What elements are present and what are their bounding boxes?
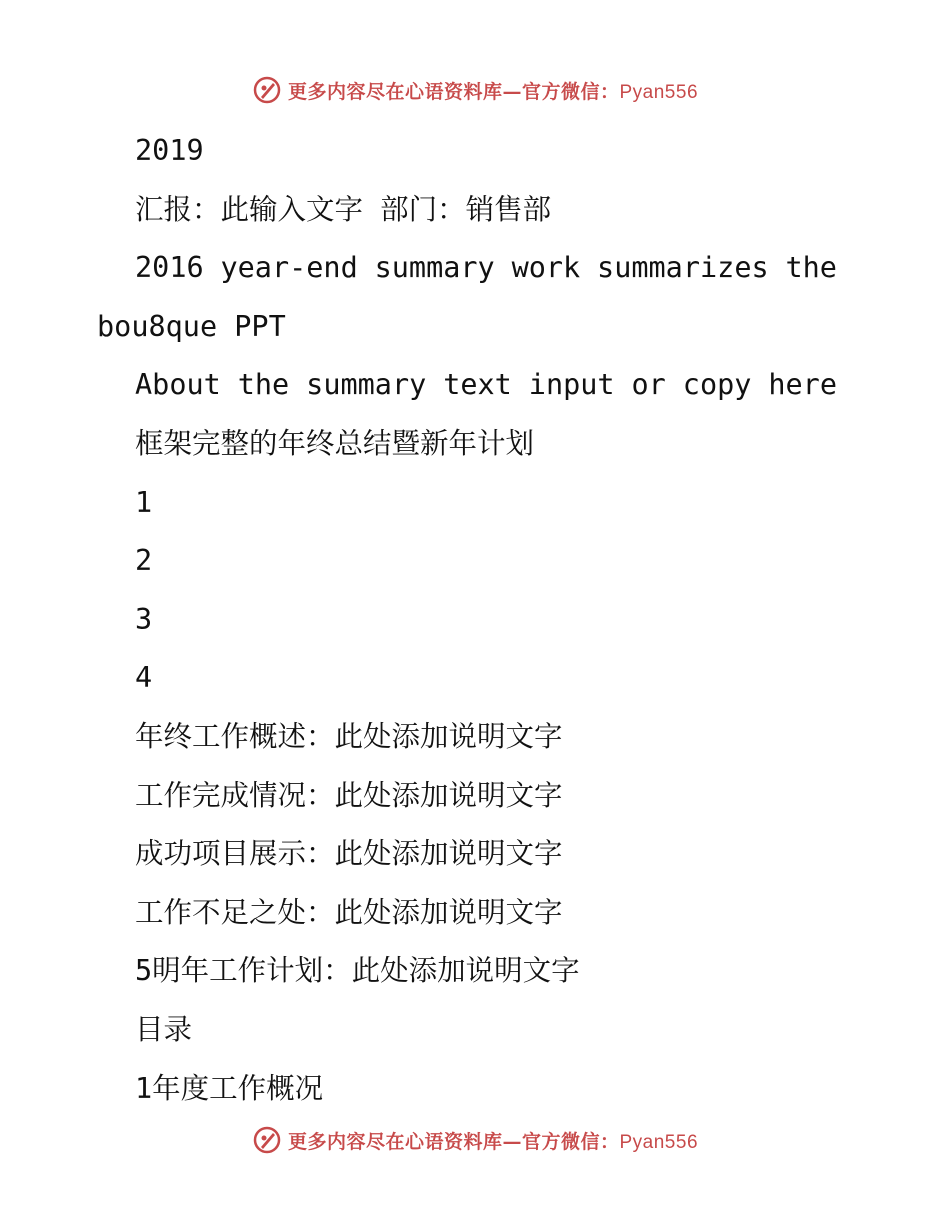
number-line-1: 1 (135, 485, 153, 519)
quill-seal-icon (252, 75, 282, 105)
framework-line: 框架完整的年终总结暨新年计划 (135, 426, 535, 460)
item-line-4: 工作不足之处：此处添加说明文字 (135, 895, 563, 929)
summary-continuation-line: bou8que PPT (97, 309, 286, 343)
report-line: 汇报：此输入文字 部门：销售部 (135, 192, 552, 226)
document-body (97, 122, 837, 1118)
year-line: 2019 (135, 134, 204, 167)
number-line-4: 4 (135, 661, 153, 695)
footer-banner-text: 更多内容尽在心语资料库—官方微信：Pyan556 (287, 1130, 699, 1153)
quill-seal-icon (252, 1125, 282, 1155)
about-line: About the summary text input or copy here (135, 368, 837, 402)
header-banner-text: 更多内容尽在心语资料库—官方微信：Pyan556 (287, 80, 699, 103)
toc-heading: 目录 (135, 1012, 193, 1046)
summary-line: 2016 year-end summary work summarizes the (135, 251, 837, 285)
footer-wechat-id: Pyan556 (619, 1131, 699, 1153)
header-wechat-id: Pyan556 (619, 81, 699, 103)
footer-banner (0, 1120, 950, 1160)
header-banner (0, 70, 950, 110)
number-line-3: 3 (135, 602, 153, 636)
item-line-2: 工作完成情况：此处添加说明文字 (135, 778, 563, 812)
number-line-2: 2 (135, 544, 153, 578)
item-line-1: 年终工作概述：此处添加说明文字 (135, 719, 563, 753)
item-line-3: 成功项目展示：此处添加说明文字 (135, 837, 563, 871)
item-line-5: 5明年工作计划：此处添加说明文字 (135, 954, 580, 988)
section-line-1: 1年度工作概况 (135, 1071, 324, 1105)
